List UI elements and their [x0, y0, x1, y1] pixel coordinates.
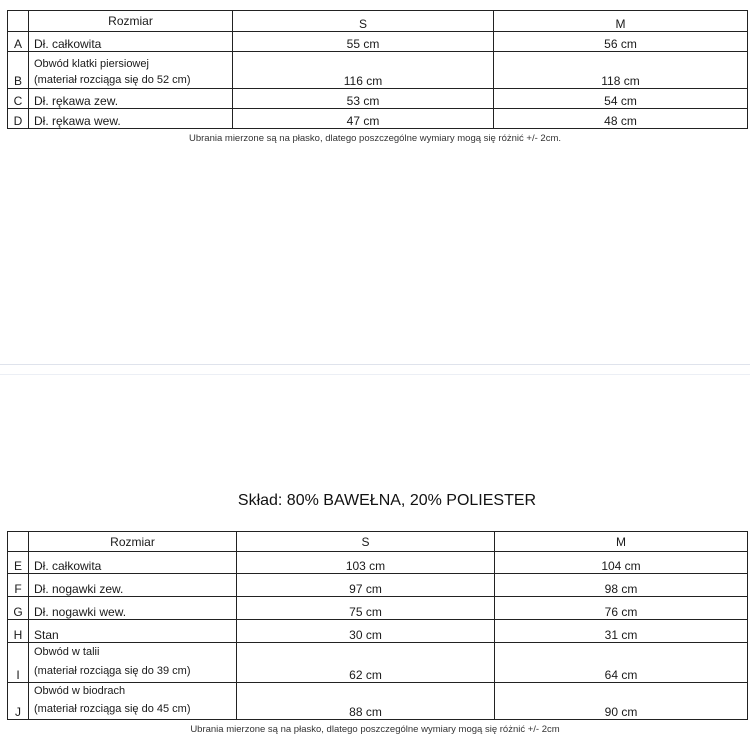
row-value-s: 47 cm [233, 109, 494, 129]
header-size-s: S [237, 532, 495, 552]
row-label: Dł. rękawa wew. [29, 109, 233, 129]
row-label-line2: (materiał rozciąga się do 39 cm) [34, 665, 191, 677]
bottom-size-table [7, 531, 748, 720]
row-value-s: 55 cm [233, 32, 494, 52]
row-label: Dł. całkowita [29, 552, 237, 574]
row-label-line1: Obwód w biodrach [34, 685, 126, 697]
row-letter: G [8, 597, 29, 620]
row-letter: B [8, 52, 29, 89]
table-row [8, 620, 748, 643]
row-label-line2: (materiał rozciąga się do 52 cm) [34, 74, 191, 86]
row-label-line1: Obwód klatki piersiowej [34, 58, 149, 70]
header-size-m: M [495, 532, 748, 552]
row-value-s: 75 cm [237, 597, 495, 620]
row-letter: A [8, 32, 29, 52]
section-divider [0, 374, 750, 375]
row-label: Dł. rękawa zew. [29, 89, 233, 109]
row-value-s: 97 cm [237, 574, 495, 597]
row-value-m: 76 cm [495, 597, 748, 620]
header-size-m: M [494, 11, 748, 32]
table-row [8, 597, 748, 620]
row-label: Dł. nogawki wew. [29, 597, 237, 620]
header-size-label: Rozmiar [29, 11, 233, 32]
row-value-m: 64 cm [495, 643, 748, 683]
measurement-note: Ubrania mierzone są na płasko, dlatego poszczególne wymiary mogą się różnić +/- 2cm. [189, 133, 561, 144]
row-label: Stan [29, 620, 237, 643]
table-header-row [8, 11, 748, 32]
table-row [8, 574, 748, 597]
row-letter: H [8, 620, 29, 643]
table-row [8, 552, 748, 574]
row-letter: F [8, 574, 29, 597]
row-value-s: 53 cm [233, 89, 494, 109]
row-label: Dł. nogawki zew. [29, 574, 237, 597]
table-row [8, 683, 748, 720]
row-value-m: 104 cm [495, 552, 748, 574]
table-row [8, 32, 748, 52]
table-header-row [8, 532, 748, 552]
row-value-m: 56 cm [494, 32, 748, 52]
row-value-s: 103 cm [237, 552, 495, 574]
composition-heading: Skład: 80% BAWEŁNA, 20% POLIESTER [237, 492, 537, 509]
table-row [8, 109, 748, 129]
measurement-note: Ubrania mierzone są na płasko, dlatego poszczególne wymiary mogą się różnić +/- 2cm [190, 724, 560, 735]
row-value-m: 98 cm [495, 574, 748, 597]
row-label [29, 52, 233, 89]
row-label-line1: Obwód w talii [34, 646, 100, 658]
row-label-line2: (materiał rozciąga się do 45 cm) [34, 703, 191, 715]
row-value-s: 116 cm [233, 52, 494, 89]
row-value-s: 30 cm [237, 620, 495, 643]
table-row [8, 89, 748, 109]
header-size-s: S [233, 11, 494, 32]
row-value-m: 54 cm [494, 89, 748, 109]
row-label [29, 683, 237, 720]
row-letter: C [8, 89, 29, 109]
row-letter: E [8, 552, 29, 574]
row-value-m: 90 cm [495, 683, 748, 720]
row-letter: I [8, 643, 29, 683]
row-value-m: 31 cm [495, 620, 748, 643]
section-divider [0, 364, 750, 365]
row-value-s: 62 cm [237, 643, 495, 683]
table-row [8, 52, 748, 89]
row-value-m: 118 cm [494, 52, 748, 89]
header-letter-cell [8, 11, 29, 32]
table-row [8, 643, 748, 683]
row-label [29, 643, 237, 683]
row-label: Dł. całkowita [29, 32, 233, 52]
row-letter: J [8, 683, 29, 720]
row-value-m: 48 cm [494, 109, 748, 129]
header-letter-cell [8, 532, 29, 552]
header-size-label: Rozmiar [29, 532, 237, 552]
row-value-s: 88 cm [237, 683, 495, 720]
top-size-table [7, 10, 748, 129]
row-letter: D [8, 109, 29, 129]
